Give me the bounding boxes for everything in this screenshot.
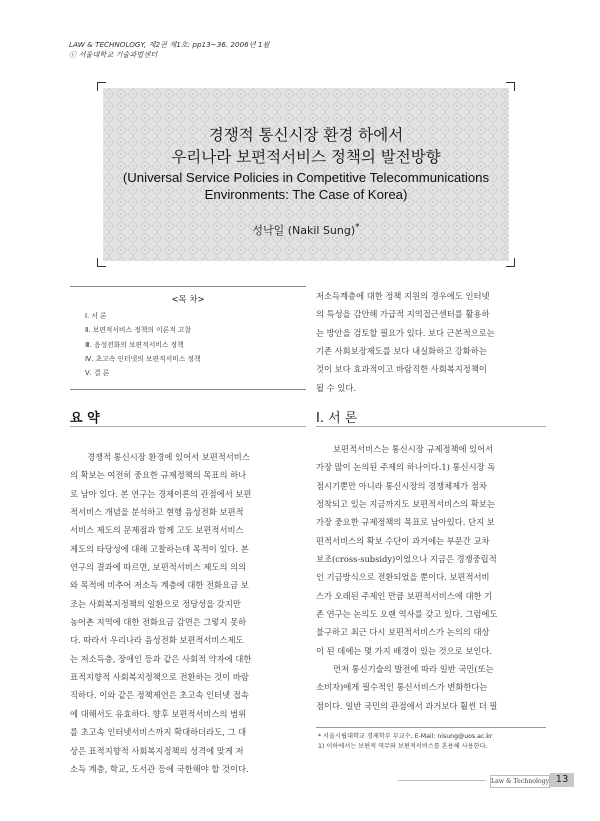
text-line: 것이 보다 효과적이고 바람직한 사회복지정책이 xyxy=(316,364,487,375)
text-line: 될 수 있다. xyxy=(316,382,356,393)
toc-item: Ⅱ. 보편적서비스 정책의 이론적 고찰 xyxy=(85,326,192,335)
text-line: 점시기뿐만 아니라 통신시장의 경쟁체제가 점차 xyxy=(316,480,487,491)
footnotes xyxy=(318,732,492,752)
english-title-line-2: Environments: The Case of Korea) xyxy=(204,187,408,202)
introduction-heading: Ⅰ. 서 론 xyxy=(316,411,358,426)
toc-item: Ⅴ. 결 론 xyxy=(85,369,110,378)
footnote-author: * 서울시립대학교 경제학부 부교수, E-Mail: nisung@uos.ac.kr xyxy=(318,733,493,740)
heading-rule xyxy=(316,426,546,427)
text-line: 상은 표적지향적 사회복지정책의 성격에 맞게 저 xyxy=(70,745,244,756)
text-line: 가장 중요한 규제정책의 목표로 남아있다. 단지 보 xyxy=(316,517,495,528)
footnote-1: 1) 이하에서는 보편적 역무와 보편적서비스를 혼용해 사용한다. xyxy=(318,743,488,750)
masthead xyxy=(69,40,269,60)
text-line: 정착되고 있는 지금까지도 보편적서비스의 확보는 xyxy=(316,499,495,510)
text-line: 기존 사회보장제도를 보다 내실화하고 강화하는 xyxy=(316,346,487,357)
text-line: 저소득계층에 대한 정책 지원의 경우에도 인터넷 xyxy=(316,291,490,301)
text-line: 연구의 결과에 따르면, 보편적서비스 제도의 의의 xyxy=(70,562,247,573)
corner-mark xyxy=(97,258,106,267)
text-line: 다. 따라서 우리나라 음성전화 보편적서비스제도 xyxy=(70,635,244,646)
text-line: 조는 사회복지정책의 일환으로 정당성을 갖지만 xyxy=(70,598,241,609)
abstract-continuation xyxy=(316,287,546,397)
text-line: 서비스 제도의 문제점과 함께 고도 보편적서비스 xyxy=(70,525,244,536)
text-line: 를 초고속 인터넷서비스까지 확대하더라도, 그 대 xyxy=(70,727,247,738)
corner-mark xyxy=(506,82,515,91)
korean-title-line-2: 우리나라 보편적서비스 정책의 발전방향 xyxy=(171,148,441,166)
text-line: 존 연구는 논의도 오랜 역사를 갖고 있다. 그럼에도 xyxy=(316,609,498,620)
english-title-line-1: (Universal Service Policies in Competitive Telecommunications xyxy=(122,170,490,185)
text-line: 소득 계층, 학교, 도서관 등에 국한해야 할 것이다. xyxy=(70,763,249,774)
toc-title: <목 차> xyxy=(171,295,205,305)
abstract-body xyxy=(70,448,306,778)
author-footnote-mark: * xyxy=(355,222,360,233)
author-name: 성낙일 (Nakil Sung) xyxy=(252,224,356,237)
text-line: 스가 오래된 주제인 만큼 보편적서비스에 대한 기 xyxy=(316,590,493,601)
text-line: 점이다. 일반 국민의 관점에서 과거보다 훨씬 더 필 xyxy=(316,700,498,711)
journal-citation: LAW & TECHNOLOGY, 제2권 제1호: pp13∼36. 2006년 1월 xyxy=(69,40,270,49)
text-line: 먼저 통신기술의 발전에 따라 일반 국민(또는 xyxy=(333,664,494,675)
text-line: 경쟁적 통신시장 환경에 있어서 보편적서비스 xyxy=(87,452,250,462)
toc-item: Ⅲ. 음성전화의 보편적서비스 정책 xyxy=(85,340,184,349)
text-line: 로 남아 있다. 본 연구는 경제이론의 관점에서 보편 xyxy=(70,488,252,499)
toc-item: Ⅳ. 초고속 인터넷의 보편적서비스 정책 xyxy=(85,354,201,363)
text-line: 의 확보는 여전히 중요한 규제정책의 목표의 하나 xyxy=(70,470,247,481)
corner-mark xyxy=(97,82,106,91)
corner-mark xyxy=(506,258,515,267)
page-number: 13 xyxy=(550,773,574,787)
abstract-heading: 요 약 xyxy=(70,411,100,426)
footnote-rule xyxy=(316,727,546,728)
footer-journal-name: Law & Technology xyxy=(490,775,550,788)
table-of-contents xyxy=(70,286,306,390)
text-line: 보편적서비스는 통신시장 규제정책에 있어서 xyxy=(333,444,494,454)
text-line: 직하다. 이와 같은 정책제언은 초고속 인터넷 접속 xyxy=(70,690,249,701)
text-line: 에 대해서도 유효하다. 향후 보편적서비스의 범위 xyxy=(70,708,247,719)
toc-item: Ⅰ. 서 론 xyxy=(85,312,107,320)
korean-title-line-1: 경쟁적 통신시장 환경 하에서 xyxy=(208,126,404,144)
text-line: 인 기금방식으로 전환되었을 뿐이다. 보편적서비 xyxy=(316,572,490,583)
copyright-line: ⓒ 서울대학교 기술과법센터 xyxy=(69,50,158,59)
text-line: 농어촌 지역에 대한 전화요금 감면은 그렇지 못하 xyxy=(70,617,247,628)
text-line: 이 된 데에는 몇 가지 배경이 있는 것으로 보인다. xyxy=(316,645,493,656)
text-line: 제도의 타당성에 대해 고찰하는데 목적이 있다. 본 xyxy=(70,543,249,554)
text-line: 적서비스 개념을 분석하고 현행 음성전화 보편적 xyxy=(70,507,244,518)
text-line: 는 방안을 검토할 필요가 있다. 보다 근본적으로는 xyxy=(316,327,495,338)
title-block xyxy=(103,88,509,261)
text-line: 편적서비스의 확보 수단이 과거에는 부문간 교차 xyxy=(316,535,490,546)
text-line: 표적지향적 사회복지정책으로 전환하는 것이 바람 xyxy=(70,672,249,683)
footer-rule xyxy=(398,780,486,781)
text-line: 와 목적에 비추어 저소득 계층에 대한 전화요금 보 xyxy=(70,580,249,591)
author-line xyxy=(103,222,509,238)
heading-rule xyxy=(70,426,306,427)
text-line: 불구하고 최근 다시 보편적서비스가 논의의 대상 xyxy=(316,627,490,638)
text-line: 는 저소득층, 장애인 등과 같은 사회적 약자에 대한 xyxy=(70,653,252,664)
text-line: 보조(cross-subsidy)이었으나 지금은 경쟁중립적 xyxy=(316,554,497,565)
introduction-body xyxy=(316,440,546,715)
text-line: 소비자)에게 필수적인 통신서비스가 변화한다는 xyxy=(316,682,488,693)
toc-list xyxy=(85,309,201,380)
text-line: 의 특성을 감안해 가급적 지역접근센터를 활용하 xyxy=(316,309,490,320)
text-line: 가장 많이 논의된 주제의 하나이다.1) 통신시장 독 xyxy=(316,462,496,473)
